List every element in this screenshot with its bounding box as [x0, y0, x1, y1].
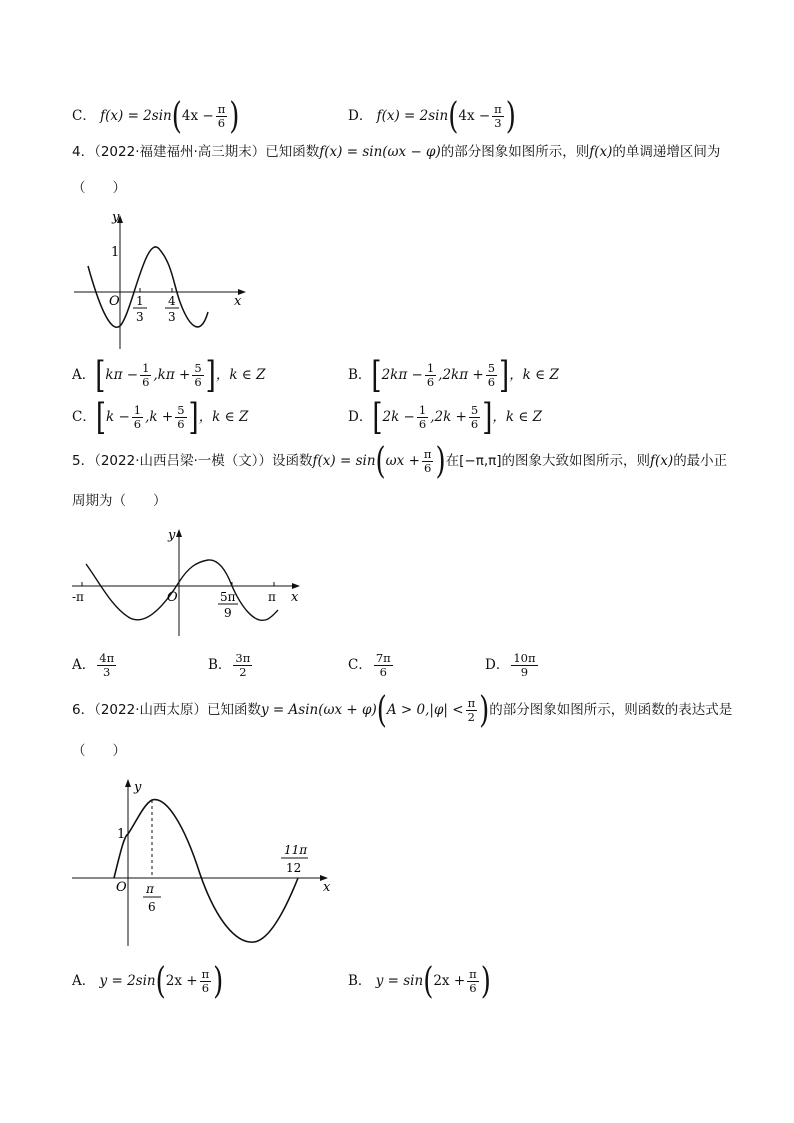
option-inner: 2x +: [165, 973, 198, 989]
k-domain: ，k ∈ Z: [492, 409, 542, 425]
y-arrow: [176, 529, 182, 537]
numerator: π: [494, 102, 502, 116]
q6-option-b[interactable]: [348, 960, 491, 1003]
denominator: 6: [424, 461, 432, 475]
q5-stem-continued: 周期为（ ）: [72, 493, 167, 509]
q5-function: f(x) = sin: [312, 453, 376, 469]
option-inner: 4x −: [458, 108, 491, 124]
right-paren: ): [479, 689, 490, 732]
q5-option-d[interactable]: [485, 652, 540, 679]
q4-answer-paren: （ ）: [72, 180, 126, 196]
numerator: 5: [194, 361, 202, 375]
interval-start: kπ −: [105, 367, 139, 383]
tick-num: 11π: [284, 843, 308, 857]
denominator: 6: [470, 417, 479, 431]
tick-den: 3: [136, 310, 144, 324]
k-domain: ，k ∈ Z: [198, 409, 249, 425]
origin-label: O: [167, 590, 178, 605]
left-paren: (: [376, 689, 387, 732]
interval-start: k −: [106, 409, 130, 425]
numerator: π: [423, 447, 432, 461]
q4-option-d[interactable]: [348, 396, 542, 439]
q5-stem-b: 在[−π,π]的图象大致如图所示，则: [445, 453, 651, 469]
fraction: [486, 362, 497, 389]
x-label: x: [291, 590, 299, 605]
fraction: [467, 968, 479, 995]
fraction: [192, 362, 203, 389]
denominator: 6: [426, 375, 435, 389]
tick-num: 1: [136, 294, 144, 308]
numerator: 3π: [235, 651, 251, 665]
option-label: D．: [485, 657, 510, 673]
q4-stem-b: 的部分图象如图所示，则: [440, 144, 590, 160]
right-paren: ): [213, 960, 224, 1003]
tick-den: 6: [148, 900, 156, 914]
k-domain: ，k ∈ Z: [215, 367, 266, 383]
left-paren: (: [448, 95, 459, 138]
option-prefix: y = 2sin: [99, 973, 156, 989]
left-paren: (: [155, 960, 166, 1003]
y-arrow: [125, 779, 131, 787]
fraction: [417, 404, 428, 431]
numerator: 5: [177, 403, 185, 417]
numerator: 5: [470, 403, 479, 417]
option-label: A．: [72, 973, 96, 989]
right-paren: ): [229, 95, 240, 138]
fraction: [132, 404, 143, 431]
q4-stem: [72, 142, 720, 162]
k-domain: ，k ∈ Z: [509, 367, 559, 383]
option-inner: 4x −: [181, 108, 214, 124]
q6-answer-paren: （ ）: [72, 743, 126, 759]
denominator: 6: [487, 375, 496, 389]
option-label: B．: [208, 657, 232, 673]
tick-num: 5π: [220, 590, 236, 604]
interval-start: 2k −: [382, 409, 415, 425]
q4-stem-c: 的单调递增区间为: [612, 144, 721, 160]
option-prefix: f(x) = 2sin: [100, 108, 172, 124]
y-one-label: 1: [111, 245, 120, 260]
q5-option-c[interactable]: [348, 652, 395, 679]
q6-stem-b: 的部分图象如图所示，则函数的表达式是: [489, 702, 733, 718]
numerator: π: [201, 967, 210, 981]
option-label: A．: [72, 367, 96, 383]
q6-function: y = Asin(ωx + φ): [261, 702, 377, 718]
left-paren: (: [375, 440, 386, 483]
option-label: C．: [348, 657, 372, 673]
q5-graph: [68, 522, 308, 640]
option-prefix: y = sin: [375, 973, 424, 989]
fraction: [466, 697, 478, 724]
option-label: B．: [348, 367, 372, 383]
fraction: [216, 103, 228, 130]
q4-stem-a: 4．（2022·福建福州·高三期末）已知函数: [72, 144, 320, 160]
q5-stem: [72, 440, 728, 483]
numerator: 1: [418, 403, 427, 417]
right-paren: ): [505, 95, 516, 138]
numerator: π: [469, 967, 477, 981]
fraction: [140, 362, 151, 389]
left-bracket: [: [95, 396, 106, 439]
q6-stem-a: 6．（2022·山西太原）已知函数: [72, 702, 261, 718]
option-label: B．: [348, 973, 372, 989]
right-paren: ): [435, 440, 446, 483]
interval-end: ,kπ +: [153, 367, 191, 383]
tick-num: π: [146, 882, 154, 896]
interval-end: ,2kπ +: [438, 367, 484, 383]
q4-graph: [68, 204, 258, 354]
q4-option-b[interactable]: [348, 354, 559, 397]
option-label: D．: [348, 409, 373, 425]
denominator: 6: [217, 116, 226, 130]
q5-option-b[interactable]: [208, 652, 254, 679]
denominator: 3: [103, 665, 111, 679]
denominator: 6: [177, 417, 185, 431]
q6-graph: [66, 774, 342, 950]
tick-num: 4: [168, 294, 176, 308]
q6-condition: A > 0,|φ| <: [386, 702, 464, 718]
fraction: [175, 404, 186, 431]
denominator: 6: [194, 375, 202, 389]
q4-option-a[interactable]: [72, 354, 266, 397]
numerator: 5: [487, 361, 496, 375]
fraction: [200, 968, 212, 995]
numerator: 1: [133, 403, 142, 417]
option-prefix: f(x) = 2sin: [376, 108, 449, 124]
q3-option-d[interactable]: [348, 95, 516, 138]
q3-option-c[interactable]: [72, 95, 240, 138]
fraction: [97, 652, 116, 679]
right-bracket: ]: [188, 396, 199, 439]
numerator: 10π: [513, 651, 536, 665]
right-bracket: ]: [482, 396, 493, 439]
numerator: 1: [426, 361, 435, 375]
y-label: y: [134, 780, 142, 795]
origin-label: O: [109, 294, 120, 309]
numerator: 1: [142, 361, 150, 375]
option-inner: 2x +: [433, 973, 466, 989]
right-paren: ): [480, 960, 491, 1003]
option-label: C．: [72, 409, 96, 425]
denominator: 6: [201, 981, 210, 995]
q6-stem: [72, 689, 733, 732]
left-paren: (: [171, 95, 182, 138]
left-bracket: [: [95, 354, 106, 397]
numerator: π: [217, 102, 226, 116]
origin-label: O: [116, 880, 127, 895]
q4-option-c[interactable]: [72, 396, 249, 439]
denominator: 6: [469, 981, 477, 995]
sine-curve: [88, 247, 208, 327]
interval-end: ,2k +: [430, 409, 467, 425]
q5-fx: f(x): [650, 453, 674, 469]
denominator: 6: [133, 417, 142, 431]
tick-den: 3: [168, 310, 176, 324]
fraction: [469, 404, 480, 431]
q4-fx: f(x): [589, 144, 613, 160]
denominator: 6: [418, 417, 427, 431]
fraction: [425, 362, 436, 389]
neg-pi-label: -π: [72, 590, 84, 604]
fraction: [511, 652, 537, 679]
fraction: [233, 652, 252, 679]
numerator: π: [467, 696, 476, 710]
option-label: A．: [72, 657, 96, 673]
denominator: 2: [239, 665, 247, 679]
interval-start: 2kπ −: [381, 367, 423, 383]
pi-label: π: [268, 590, 276, 604]
fraction: [422, 448, 434, 475]
left-bracket: [: [372, 396, 383, 439]
denominator: 3: [494, 116, 502, 130]
tick-den: 12: [286, 861, 302, 875]
x-arrow: [292, 583, 300, 589]
option-label: C．: [72, 108, 96, 124]
x-label: x: [323, 880, 331, 895]
y-label: y: [168, 528, 176, 543]
right-bracket: ]: [499, 354, 510, 397]
numerator: 7π: [375, 651, 391, 665]
q5-option-a[interactable]: [72, 652, 118, 679]
fraction: [374, 652, 393, 679]
q6-option-a[interactable]: [72, 960, 224, 1003]
left-paren: (: [423, 960, 434, 1003]
y-one-label: 1: [117, 827, 126, 842]
left-bracket: [: [371, 354, 382, 397]
option-label: D．: [348, 108, 373, 124]
q5-function-inner: ωx +: [385, 453, 420, 469]
x-label: x: [234, 294, 242, 309]
y-label: y: [112, 210, 120, 225]
q5-stem-a: 5．（2022·山西吕梁·一模（文））设函数: [72, 453, 313, 469]
q5-stem-c: 的最小正: [673, 453, 728, 469]
denominator: 2: [467, 710, 475, 724]
denominator: 6: [379, 665, 387, 679]
numerator: 4π: [99, 651, 115, 665]
tick-den: 9: [224, 606, 232, 620]
interval-end: ,k +: [145, 409, 174, 425]
right-bracket: ]: [205, 354, 216, 397]
denominator: 6: [142, 375, 150, 389]
q4-function: f(x) = sin(ωx − φ): [319, 144, 441, 160]
sine-curve: [86, 560, 278, 620]
sine-curve: [114, 800, 298, 942]
denominator: 9: [520, 665, 529, 679]
fraction: [492, 103, 504, 130]
